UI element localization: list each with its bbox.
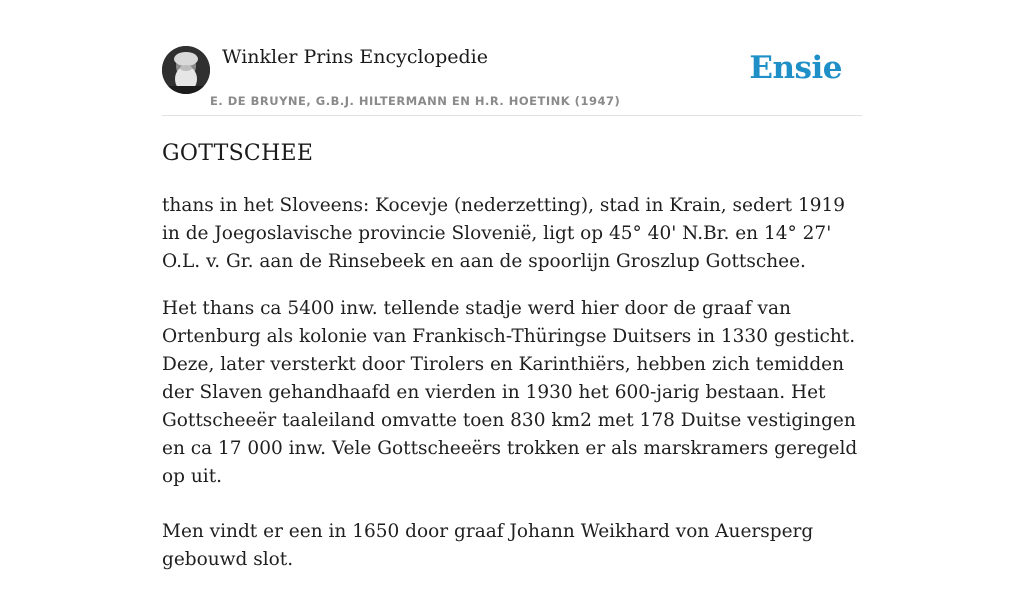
authors-byline: E. DE BRUYNE, G.B.J. HILTERMANN EN H.R. HOETINK (1947) xyxy=(210,94,621,108)
portrait-icon xyxy=(162,46,210,94)
article-paragraph: Men vindt er een in 1650 door graaf Johann Weikhard von Auersperg gebouwd slot. xyxy=(162,521,814,570)
author-portrait-avatar xyxy=(162,46,210,94)
entry-title: GOTTSCHEE xyxy=(162,141,314,166)
article-paragraph: thans in het Sloveens: Kocevje (nederzetting), stad in Krain, sedert 1919 in de Joegoslavische provincie Slovenië, ligt op 45° 40' N.Br. en 14° 27' O.L. v. Gr. aan de Rinsebeek en aan de spoorlijn Groszlup Gottschee. xyxy=(162,195,846,272)
article-paragraph: Het thans ca 5400 inw. tellende stadje werd hier door de graaf van Ortenburg als kolonie van Frankisch-Thüringse Duitsers in 1330 gesticht. Deze, later versterkt door Tirolers en Karinthiërs, hebben zich temidden der Slaven gehandhaafd en vierden in 1930 het 600-jarig bestaan. Het Gottscheeër taaleiland omvatte toen 830 km2 met 178 Duitse vestigingen en ca 17 000 inw. Vele Gottscheeërs trokken er als marskramers geregeld op uit. xyxy=(162,298,858,487)
site-name[interactable]: Winkler Prins Encyclopedie xyxy=(222,46,488,68)
header-divider xyxy=(162,115,862,116)
article-body xyxy=(162,192,862,593)
ensie-logo[interactable]: Ensie xyxy=(749,50,842,86)
